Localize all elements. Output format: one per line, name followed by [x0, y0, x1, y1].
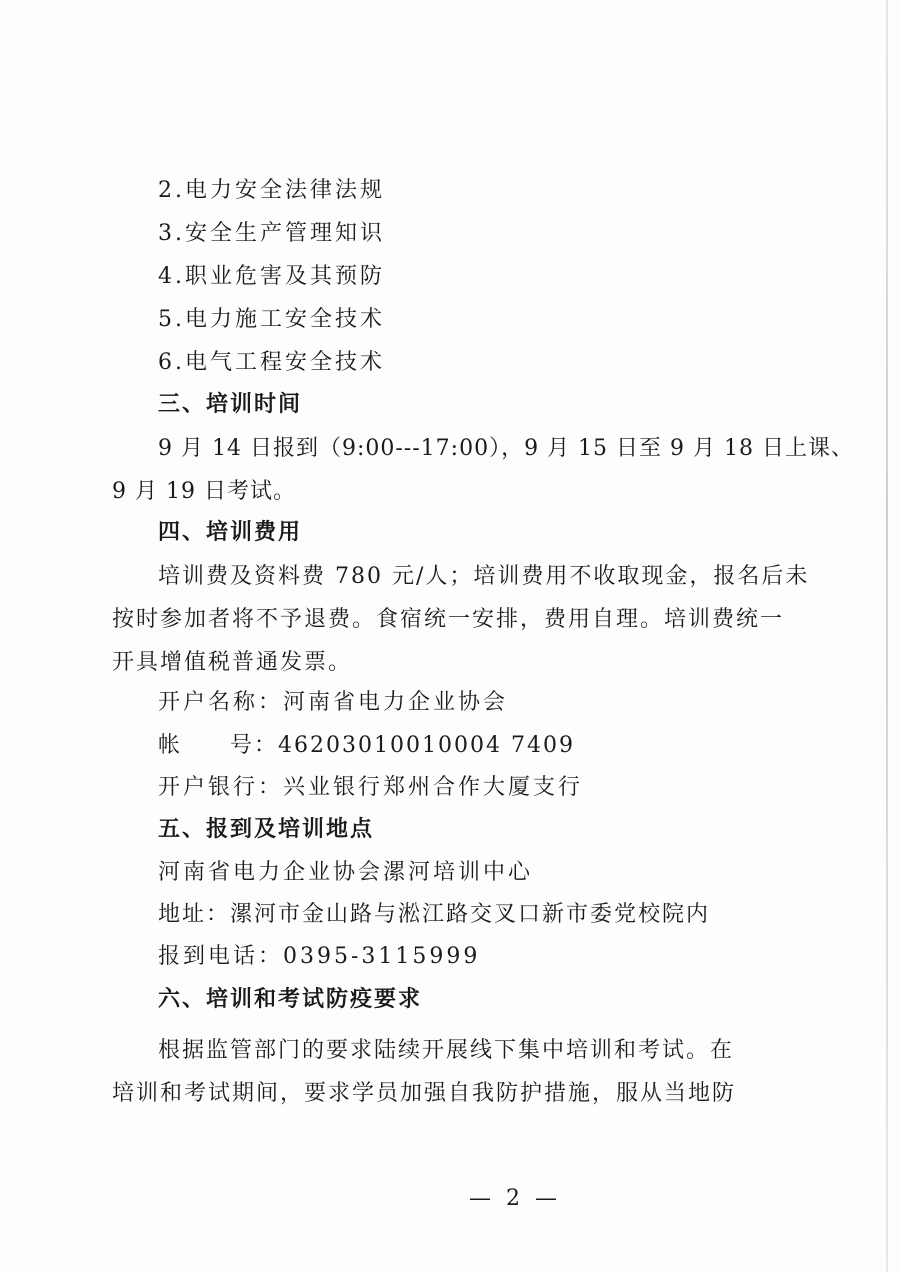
section-6-text-cont: 培训和考试期间，要求学员加强自我防护措施，服从当地防 — [112, 1081, 737, 1106]
section-4-text: 培训费及资料费 780 元/人；培训费用不收取现金，报名后未 — [158, 564, 810, 589]
section-5-address: 地址：漯河市金山路与淞江路交叉口新市委党校院内 — [158, 902, 711, 927]
section-3-text-cont: 9 月 19 日考试。 — [112, 479, 296, 504]
account-name: 开户名称：河南省电力企业协会 — [158, 690, 509, 715]
list-item-3: 3.安全生产管理知识 — [158, 221, 385, 246]
list-item-5: 5.电力施工安全技术 — [158, 307, 385, 332]
page-number: — 2 — — [469, 1186, 561, 1211]
list-item-6: 6.电气工程安全技术 — [158, 350, 385, 375]
section-5-heading: 五、报到及培训地点 — [158, 817, 375, 842]
list-item-2: 2.电力安全法律法规 — [158, 178, 385, 203]
section-4-heading: 四、培训费用 — [158, 520, 303, 545]
section-4-text-cont: 按时参加者将不予退费。食宿统一安排，费用自理。培训费统一 — [112, 607, 785, 632]
page-edge — [886, 0, 888, 1272]
account-bank: 开户银行：兴业银行郑州合作大厦支行 — [158, 775, 584, 800]
account-number: 帐 号：46203010010004 7409 — [158, 733, 575, 758]
section-5-line: 河南省电力企业协会漯河培训中心 — [158, 860, 534, 885]
section-3-heading: 三、培训时间 — [158, 392, 303, 417]
section-6-text: 根据监管部门的要求陆续开展线下集中培训和考试。在 — [158, 1038, 735, 1063]
section-3-text: 9 月 14 日报到（9:00---17:00），9 月 15 日至 9 月 18 日上课、 — [158, 436, 855, 461]
list-item-4: 4.职业危害及其预防 — [158, 264, 385, 289]
section-5-phone: 报到电话：0395-3115999 — [158, 944, 481, 969]
section-4-text-cont: 开具增值税普通发票。 — [112, 650, 353, 675]
section-6-heading: 六、培训和考试防疫要求 — [158, 987, 423, 1012]
